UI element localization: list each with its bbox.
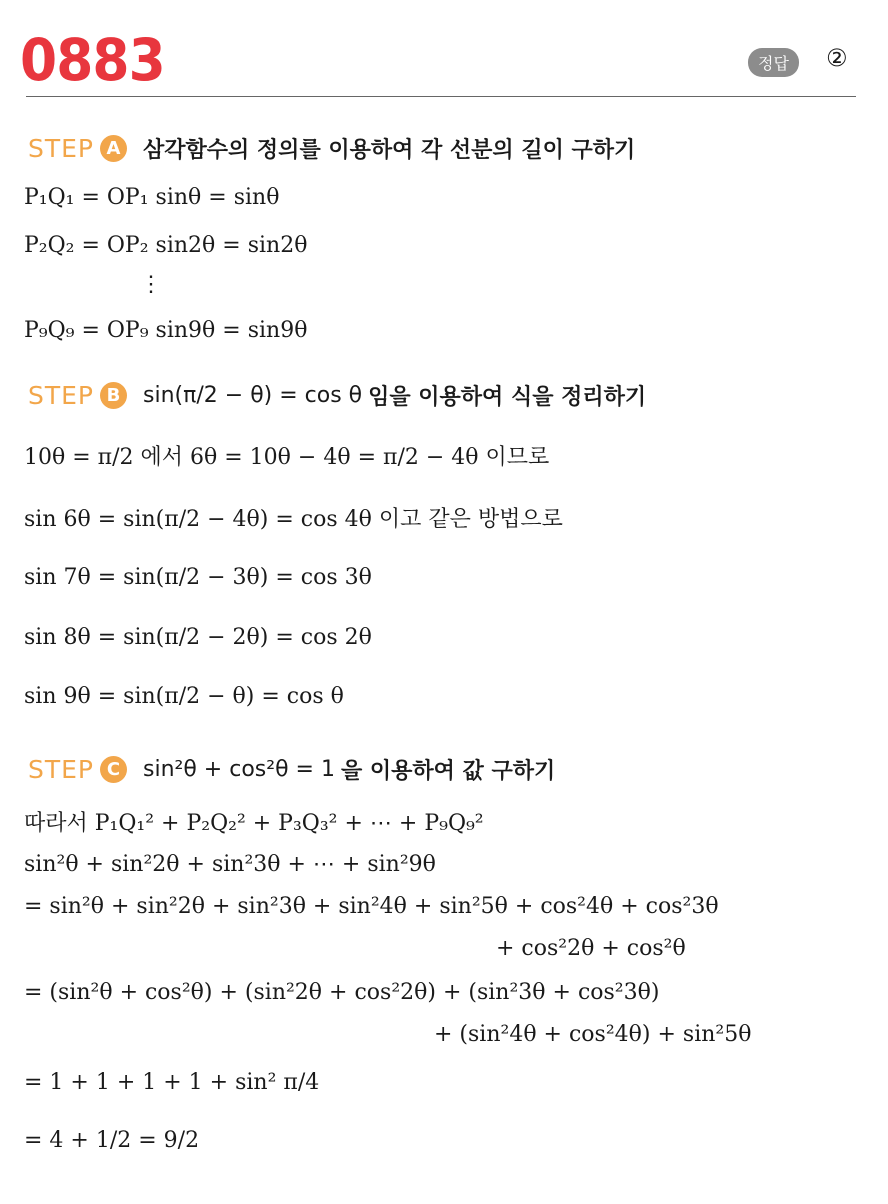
step-b-line-5: sin 9θ = sin(π/2 − θ) = cos θ: [24, 684, 344, 709]
step-c-line-4: + cos²2θ + cos²θ: [496, 936, 686, 961]
step-a-ellipsis: ⋮: [140, 272, 162, 297]
step-b-badge: B: [100, 382, 127, 409]
step-label: STEP: [28, 381, 95, 410]
step-c-line-3: = sin²θ + sin²2θ + sin²3θ + sin²4θ + sin²5θ + cos²4θ + cos²3θ: [24, 894, 719, 919]
header-divider: [26, 96, 856, 97]
step-c-line-8: = 4 + 1/2 = 9/2: [24, 1128, 200, 1153]
step-b-line-1: 10θ = π/2 에서 6θ = 10θ − 4θ = π/2 − 4θ 이므로: [24, 445, 550, 470]
answer-badge: 정답: [748, 48, 799, 77]
step-c-badge: C: [100, 756, 127, 783]
step-b-title-math: sin(π/2 − θ) = cos θ: [143, 383, 363, 408]
step-c-line-6: + (sin²4θ + cos²4θ) + sin²5θ: [434, 1022, 752, 1047]
step-b-heading: [28, 380, 646, 411]
step-a-heading: [28, 133, 635, 164]
step-c-line-5: = (sin²θ + cos²θ) + (sin²2θ + cos²2θ) + (sin²3θ + cos²3θ): [24, 980, 660, 1005]
step-b-title: 임을 이용하여 식을 정리하기: [368, 385, 647, 410]
step-c-line-1: 따라서 P₁Q₁² + P₂Q₂² + P₃Q₃² + ⋯ + P₉Q₉²: [24, 811, 484, 836]
step-c-line-2: sin²θ + sin²2θ + sin²3θ + ⋯ + sin²9θ: [24, 852, 436, 877]
step-label: STEP: [28, 134, 95, 163]
step-c-title-math: sin²θ + cos²θ = 1: [143, 757, 335, 782]
step-a-line-1: P₁Q₁ = OP₁ sinθ = sinθ: [24, 185, 280, 210]
step-b-line-2: sin 6θ = sin(π/2 − 4θ) = cos 4θ 이고 같은 방법으로: [24, 507, 563, 532]
step-a-title: 삼각함수의 정의를 이용하여 각 선분의 길이 구하기: [143, 138, 636, 163]
step-c-heading: [28, 754, 555, 785]
step-label: STEP: [28, 755, 95, 784]
problem-number: 0883: [20, 26, 165, 94]
step-b-line-3: sin 7θ = sin(π/2 − 3θ) = cos 3θ: [24, 565, 372, 590]
step-c-title: 을 이용하여 값 구하기: [340, 759, 556, 784]
step-a-line-9: P₉Q₉ = OP₉ sin9θ = sin9θ: [24, 318, 308, 343]
step-b-line-4: sin 8θ = sin(π/2 − 2θ) = cos 2θ: [24, 625, 372, 650]
answer-value: ②: [826, 44, 848, 72]
step-c-line-7: = 1 + 1 + 1 + 1 + sin² π/4: [24, 1070, 320, 1095]
step-a-badge: A: [100, 135, 127, 162]
step-a-line-2: P₂Q₂ = OP₂ sin2θ = sin2θ: [24, 233, 308, 258]
